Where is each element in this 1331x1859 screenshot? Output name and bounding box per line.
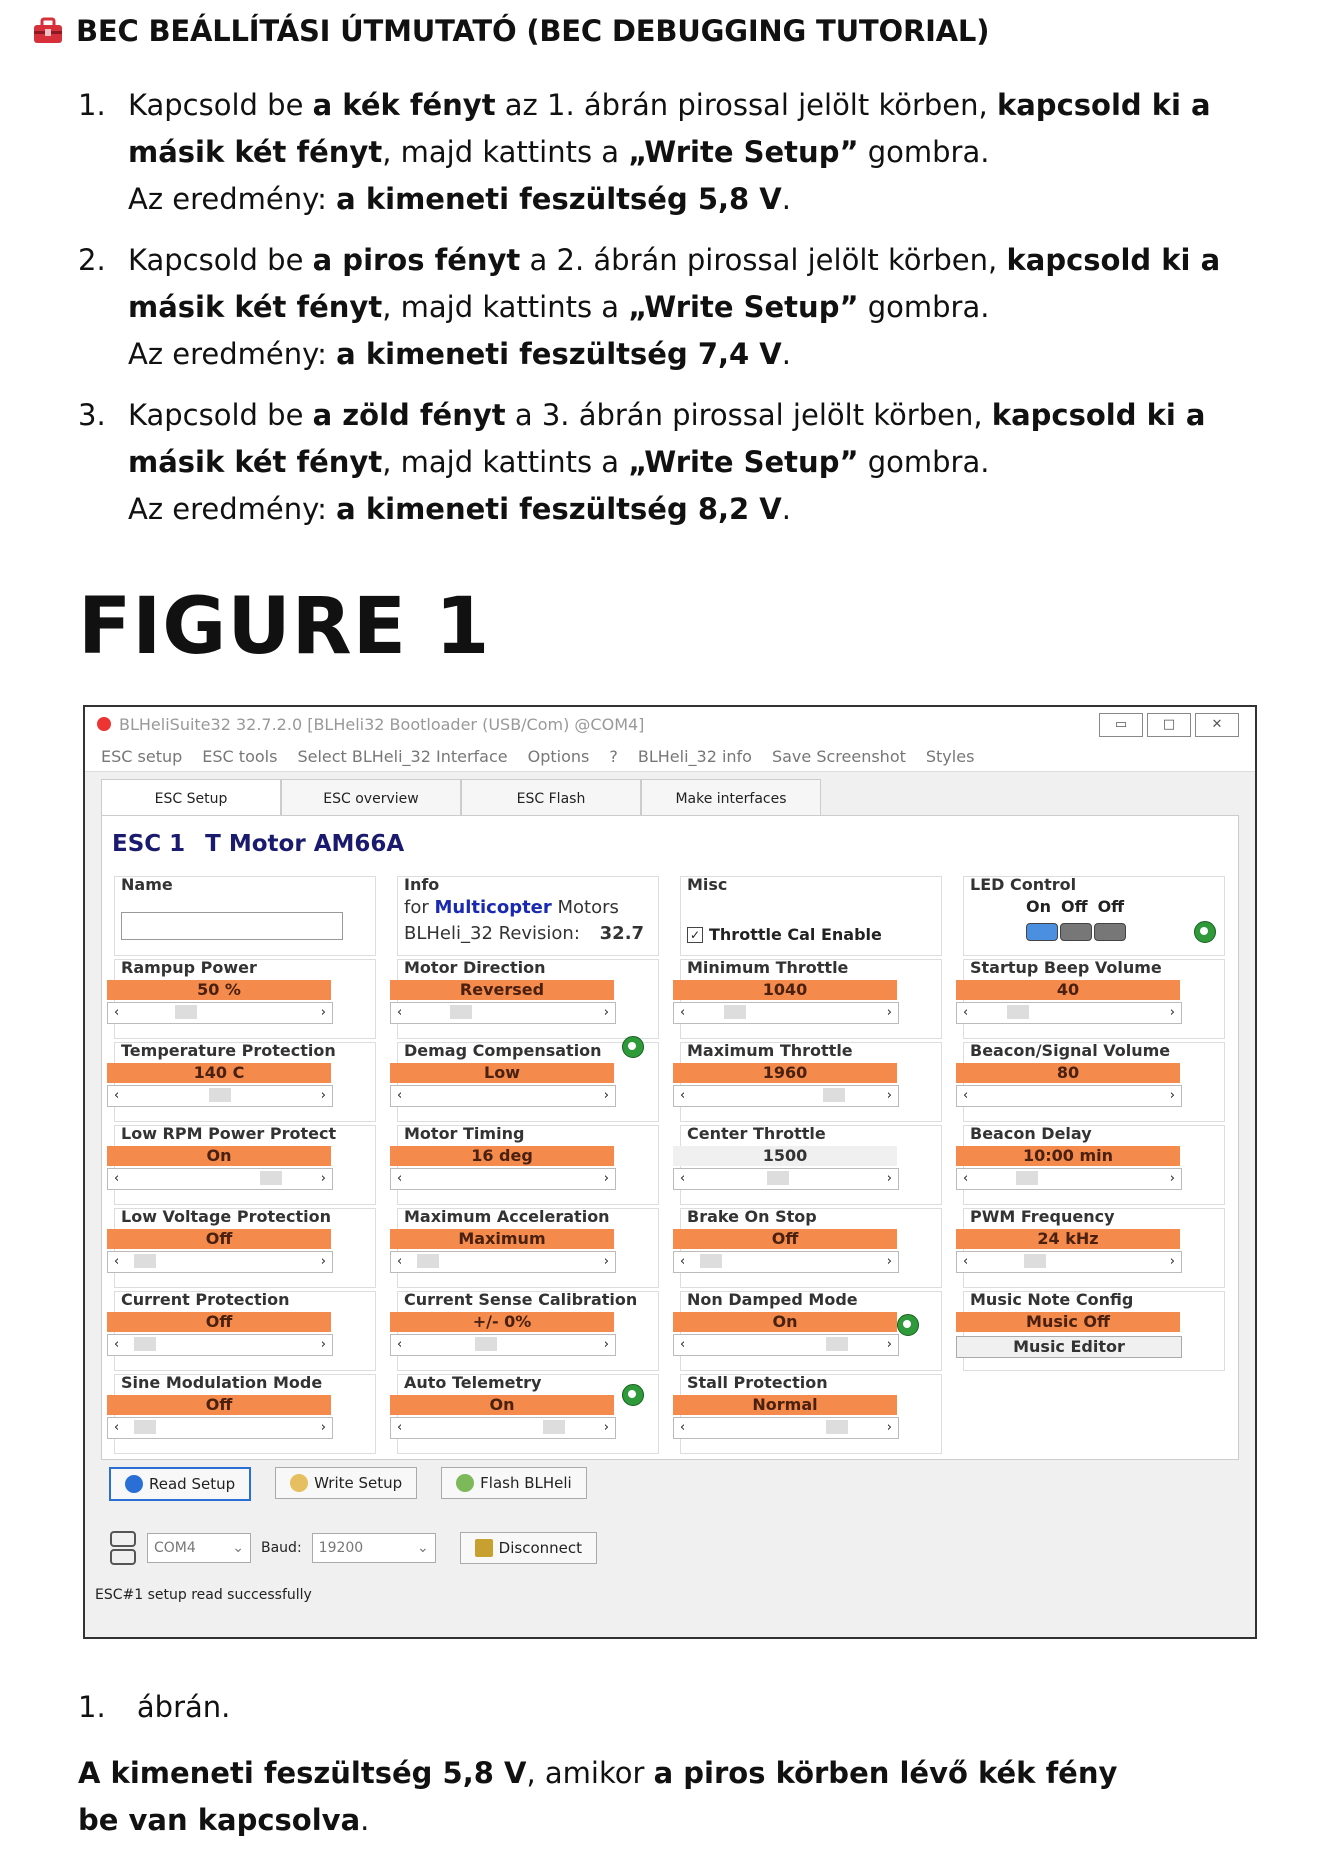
param-group <box>680 1374 942 1454</box>
param-slider[interactable] <box>107 1168 333 1190</box>
step-result-label: Az eredmény: <box>128 337 337 371</box>
esc-model: T Motor AM66A <box>205 831 405 857</box>
apply-icon[interactable] <box>1194 921 1216 943</box>
slider-thumb[interactable] <box>543 1420 565 1434</box>
step-text-bold: „Write Setup” <box>628 290 859 324</box>
step-text-bold: kapcsold ki a másik két fényt <box>128 398 1206 479</box>
param-slider[interactable] <box>673 1334 899 1356</box>
param-slider[interactable] <box>673 1168 899 1190</box>
chevron-right-icon[interactable]: › <box>320 1337 326 1352</box>
menu-save-screenshot[interactable]: Save Screenshot <box>771 746 906 766</box>
slider-thumb[interactable] <box>209 1088 231 1102</box>
conclusion-bold: A kimeneti feszültség 5,8 V <box>78 1756 527 1790</box>
music-editor-button[interactable]: Music Editor <box>956 1336 1182 1358</box>
chevron-down-icon: ⌄ <box>416 1540 429 1556</box>
param-group <box>114 1374 376 1454</box>
param-slider[interactable] <box>390 1168 616 1190</box>
param-value: 40 <box>956 980 1180 1000</box>
param-label: Brake On Stop <box>687 1207 817 1226</box>
chevron-left-icon[interactable]: ‹ <box>397 1337 403 1352</box>
param-group <box>963 1125 1225 1205</box>
param-slider[interactable] <box>956 1251 1182 1273</box>
step-text-bold: a zöld fényt <box>312 398 506 432</box>
apply-icon[interactable] <box>622 1384 644 1406</box>
param-group <box>680 1042 942 1122</box>
param-slider[interactable] <box>956 1168 1182 1190</box>
param-group <box>114 1125 376 1205</box>
document-title <box>32 14 989 48</box>
chevron-right-icon[interactable]: › <box>886 1171 892 1186</box>
revision-label: BLHeli_32 Revision: <box>404 923 580 944</box>
step-text: gombra. <box>858 290 990 324</box>
chevron-right-icon[interactable]: › <box>1169 1088 1175 1103</box>
param-label: Maximum Throttle <box>687 1041 853 1060</box>
step-number: 3. <box>78 398 106 432</box>
name-group <box>114 876 376 956</box>
step-item <box>78 392 1278 533</box>
chevron-right-icon[interactable]: › <box>1169 1171 1175 1186</box>
param-slider[interactable] <box>390 1417 616 1439</box>
param-group <box>114 959 376 1039</box>
param-value: 50 % <box>107 980 331 1000</box>
param-value: Music Off <box>956 1312 1180 1332</box>
caption-text: ábrán. <box>136 1690 231 1724</box>
param-group <box>397 1374 659 1454</box>
param-value: 16 deg <box>390 1146 614 1166</box>
param-label: Auto Telemetry <box>404 1373 542 1392</box>
misc-label: Misc <box>687 875 728 894</box>
param-label: Current Protection <box>121 1290 290 1309</box>
param-label: Beacon/Signal Volume <box>970 1041 1171 1060</box>
param-label: Demag Compensation <box>404 1041 602 1060</box>
menu-blheli-info[interactable]: BLHeli_32 info <box>637 746 752 766</box>
tab-bar <box>101 779 821 818</box>
param-slider[interactable] <box>673 1002 899 1024</box>
step-text: Kapcsold be <box>128 243 313 277</box>
param-slider[interactable] <box>956 1085 1182 1107</box>
chevron-left-icon[interactable]: ‹ <box>397 1420 403 1435</box>
param-value: 1040 <box>673 980 897 1000</box>
led-state-off: Off <box>1061 897 1088 916</box>
window-titlebar <box>85 707 1255 741</box>
param-label: Temperature Protection <box>121 1041 336 1060</box>
slider-thumb[interactable] <box>134 1420 156 1434</box>
param-slider[interactable] <box>673 1417 899 1439</box>
led-blue[interactable] <box>1026 923 1058 941</box>
baud-value: 19200 <box>318 1540 364 1556</box>
param-group <box>963 1042 1225 1122</box>
action-buttons <box>109 1467 587 1501</box>
throttle-cal-label: Throttle Cal Enable <box>709 925 882 944</box>
chevron-right-icon[interactable]: › <box>603 1337 609 1352</box>
slider-thumb[interactable] <box>134 1254 156 1268</box>
param-slider[interactable] <box>956 1002 1182 1024</box>
param-value: 1500 <box>673 1146 897 1166</box>
param-label: Beacon Delay <box>970 1124 1092 1143</box>
step-number: 1. <box>78 88 106 122</box>
led-control-label: LED Control <box>970 875 1077 894</box>
chevron-left-icon[interactable]: ‹ <box>680 1420 686 1435</box>
step-text: Kapcsold be <box>128 398 313 432</box>
param-slider[interactable] <box>107 1334 333 1356</box>
param-slider[interactable] <box>390 1002 616 1024</box>
param-group <box>397 1208 659 1288</box>
param-slider[interactable] <box>673 1251 899 1273</box>
param-label: Current Sense Calibration <box>404 1290 638 1309</box>
tab-make-interfaces[interactable]: Make interfaces <box>641 779 821 816</box>
chevron-left-icon[interactable]: ‹ <box>963 1254 969 1269</box>
tab-esc-setup[interactable]: ESC Setup <box>101 779 281 818</box>
step-item <box>78 237 1278 378</box>
disconnect-label: Disconnect <box>498 1539 582 1557</box>
param-slider[interactable] <box>107 1417 333 1439</box>
disconnect-button[interactable] <box>460 1532 597 1564</box>
param-value: Low <box>390 1063 614 1083</box>
minimize-button[interactable]: ▭ <box>1099 713 1143 737</box>
chevron-right-icon[interactable]: › <box>603 1254 609 1269</box>
chevron-right-icon[interactable]: › <box>320 1420 326 1435</box>
param-value: On <box>107 1146 331 1166</box>
chevron-right-icon[interactable]: › <box>320 1254 326 1269</box>
disconnect-icon <box>475 1539 493 1557</box>
param-value: 140 C <box>107 1063 331 1083</box>
slider-thumb[interactable] <box>700 1254 722 1268</box>
chevron-left-icon[interactable]: ‹ <box>680 1171 686 1186</box>
step-result-value: a kimeneti feszültség 8,2 V <box>336 492 782 526</box>
chevron-right-icon[interactable]: › <box>886 1005 892 1020</box>
slider-thumb[interactable] <box>826 1420 848 1434</box>
read-icon <box>125 1475 143 1493</box>
chevron-right-icon[interactable]: › <box>886 1337 892 1352</box>
param-slider[interactable] <box>107 1085 333 1107</box>
chevron-right-icon[interactable]: › <box>1169 1005 1175 1020</box>
info-multicopter: Multicopter <box>434 897 552 918</box>
chevron-left-icon[interactable]: ‹ <box>963 1088 969 1103</box>
param-group <box>963 959 1225 1039</box>
port-select[interactable] <box>147 1533 251 1563</box>
chevron-left-icon[interactable]: ‹ <box>114 1088 120 1103</box>
param-value: 10:00 min <box>956 1146 1180 1166</box>
chevron-left-icon[interactable]: ‹ <box>963 1005 969 1020</box>
chevron-right-icon[interactable]: › <box>320 1171 326 1186</box>
flash-blheli-label: Flash BLHeli <box>480 1474 572 1492</box>
slider-thumb[interactable] <box>724 1005 746 1019</box>
maximize-button[interactable]: □ <box>1147 713 1191 737</box>
port-icon <box>109 1530 137 1566</box>
step-text: . <box>781 182 791 216</box>
info-label: Info <box>404 875 440 894</box>
led-second[interactable] <box>1060 923 1092 941</box>
esc-number: ESC 1 <box>112 831 186 857</box>
menu-bar <box>85 741 1255 772</box>
param-value: +/- 0% <box>390 1312 614 1332</box>
param-label: Low RPM Power Protect <box>121 1124 337 1143</box>
step-text: az 1. ábrán pirossal jelölt körben, <box>495 88 997 122</box>
param-label: PWM Frequency <box>970 1207 1115 1226</box>
slider-thumb[interactable] <box>767 1171 789 1185</box>
app-icon <box>97 717 111 731</box>
param-group <box>680 959 942 1039</box>
slider-thumb[interactable] <box>1024 1254 1046 1268</box>
window-controls <box>1099 713 1239 737</box>
param-value: 80 <box>956 1063 1180 1083</box>
tab-esc-flash[interactable]: ESC Flash <box>461 779 641 816</box>
step-text: , majd kattints a <box>382 445 629 479</box>
param-group <box>680 1125 942 1205</box>
status-bar: ESC#1 setup read successfully <box>95 1587 312 1603</box>
step-text-bold: kapcsold ki a másik két fényt <box>128 88 1211 169</box>
throttle-cal-row <box>687 925 882 944</box>
chevron-left-icon[interactable]: ‹ <box>680 1254 686 1269</box>
instruction-steps <box>78 82 1278 547</box>
write-setup-label: Write Setup <box>314 1474 403 1492</box>
revision-line <box>404 923 644 944</box>
step-text-bold: kapcsold ki a másik két fényt <box>128 243 1221 324</box>
param-value: Off <box>107 1229 331 1249</box>
chevron-left-icon[interactable]: ‹ <box>114 1171 120 1186</box>
param-label: Center Throttle <box>687 1124 826 1143</box>
slider-thumb[interactable] <box>417 1254 439 1268</box>
conclusion-bold: a piros körben lévő kék fény be van kapcsolva <box>78 1756 1118 1837</box>
param-slider[interactable] <box>673 1085 899 1107</box>
param-group <box>397 959 659 1039</box>
param-value: Reversed <box>390 980 614 1000</box>
name-label: Name <box>121 875 173 894</box>
param-value: Normal <box>673 1395 897 1415</box>
slider-thumb[interactable] <box>175 1005 197 1019</box>
chevron-left-icon[interactable]: ‹ <box>680 1088 686 1103</box>
param-group <box>963 1208 1225 1288</box>
param-group <box>680 1208 942 1288</box>
step-item <box>78 82 1278 223</box>
param-slider[interactable] <box>390 1085 616 1107</box>
esc-header <box>112 831 404 857</box>
step-number: 2. <box>78 243 106 277</box>
chevron-left-icon[interactable]: ‹ <box>963 1171 969 1186</box>
esc-setup-panel <box>101 815 1239 1460</box>
param-label: Low Voltage Protection <box>121 1207 331 1226</box>
param-value: 1960 <box>673 1063 897 1083</box>
slider-thumb[interactable] <box>475 1337 497 1351</box>
chevron-down-icon: ⌄ <box>232 1540 244 1556</box>
param-value: 24 kHz <box>956 1229 1180 1249</box>
baud-label: Baud: <box>261 1540 302 1556</box>
step-text: gombra. <box>858 445 990 479</box>
tab-esc-overview[interactable]: ESC overview <box>281 779 461 816</box>
param-label: Startup Beep Volume <box>970 958 1162 977</box>
chevron-left-icon[interactable]: ‹ <box>680 1337 686 1352</box>
slider-thumb[interactable] <box>450 1005 472 1019</box>
chevron-right-icon[interactable]: › <box>320 1005 326 1020</box>
chevron-right-icon[interactable]: › <box>886 1420 892 1435</box>
step-text: , majd kattints a <box>382 135 629 169</box>
step-result-value: a kimeneti feszültség 7,4 V <box>336 337 782 371</box>
info-group <box>397 876 659 956</box>
revision-value: 32.7 <box>599 923 645 944</box>
chevron-right-icon[interactable]: › <box>603 1420 609 1435</box>
port-row <box>109 1530 597 1566</box>
step-text: . <box>781 337 791 371</box>
apply-icon[interactable] <box>897 1314 919 1336</box>
chevron-left-icon[interactable]: ‹ <box>397 1005 403 1020</box>
param-label: Minimum Throttle <box>687 958 849 977</box>
port-value: COM4 <box>154 1540 196 1556</box>
close-button[interactable]: ✕ <box>1195 713 1239 737</box>
write-icon <box>290 1474 308 1492</box>
led-third[interactable] <box>1094 923 1126 941</box>
chevron-left-icon[interactable]: ‹ <box>114 1420 120 1435</box>
param-label: Rampup Power <box>121 958 257 977</box>
document-title-text: BEC BEÁLLÍTÁSI ÚTMUTATÓ (BEC DEBUGGING TUTORIAL) <box>76 14 990 48</box>
chevron-right-icon[interactable]: › <box>603 1005 609 1020</box>
menu-styles[interactable]: Styles <box>925 746 975 766</box>
param-slider[interactable] <box>390 1334 616 1356</box>
param-group <box>114 1042 376 1122</box>
caption-number: 1. <box>78 1690 106 1724</box>
info-for: for <box>404 897 429 918</box>
led-state-off: Off <box>1097 897 1125 916</box>
chevron-left-icon[interactable]: ‹ <box>397 1171 403 1186</box>
chevron-right-icon[interactable]: › <box>886 1254 892 1269</box>
param-group <box>114 1291 376 1371</box>
chevron-left-icon[interactable]: ‹ <box>680 1005 686 1020</box>
chevron-left-icon[interactable]: ‹ <box>397 1088 403 1103</box>
param-group <box>397 1125 659 1205</box>
chevron-left-icon[interactable]: ‹ <box>114 1337 120 1352</box>
param-value: Off <box>107 1312 331 1332</box>
param-label: Maximum Acceleration <box>404 1207 610 1226</box>
throttle-cal-checkbox[interactable]: ✓ <box>687 927 703 943</box>
param-label: Non Damped Mode <box>687 1290 858 1309</box>
slider-thumb[interactable] <box>1016 1171 1038 1185</box>
misc-group <box>680 876 942 956</box>
window-title: BLHeliSuite32 32.7.2.0 [BLHeli32 Bootloader (USB/Com) @COM4] <box>119 714 645 734</box>
name-input[interactable] <box>121 912 343 940</box>
apply-icon[interactable] <box>622 1036 644 1058</box>
slider-thumb[interactable] <box>134 1337 156 1351</box>
param-label: Sine Modulation Mode <box>121 1373 323 1392</box>
step-text: a 2. ábrán pirossal jelölt körben, <box>520 243 1007 277</box>
step-text: a 3. ábrán pirossal jelölt körben, <box>505 398 992 432</box>
chevron-right-icon[interactable]: › <box>603 1171 609 1186</box>
conclusion-text: , amikor <box>526 1756 654 1790</box>
slider-thumb[interactable] <box>260 1171 282 1185</box>
param-value: On <box>673 1312 897 1332</box>
step-text-bold: „Write Setup” <box>628 445 859 479</box>
menu-esc-tools[interactable]: ESC tools <box>202 746 278 766</box>
chevron-left-icon[interactable]: ‹ <box>114 1005 120 1020</box>
info-line <box>404 897 619 918</box>
menu-esc-setup[interactable]: ESC setup <box>101 746 183 766</box>
step-text: . <box>781 492 791 526</box>
param-slider[interactable] <box>107 1251 333 1273</box>
param-value: Off <box>107 1395 331 1415</box>
chevron-left-icon[interactable]: ‹ <box>114 1254 120 1269</box>
toolbox-icon <box>32 17 64 45</box>
step-text-bold: a kék fényt <box>312 88 496 122</box>
info-motors: Motors <box>557 897 619 918</box>
write-setup-button[interactable] <box>275 1467 417 1499</box>
param-value: On <box>390 1395 614 1415</box>
step-text: , majd kattints a <box>382 290 629 324</box>
slider-thumb[interactable] <box>826 1337 848 1351</box>
menu-help[interactable]: ? <box>609 746 618 766</box>
param-label: Music Note Config <box>970 1290 1134 1309</box>
param-label: Motor Timing <box>404 1124 525 1143</box>
conclusion-text: . <box>360 1803 370 1837</box>
slider-thumb[interactable] <box>823 1088 845 1102</box>
param-label: Motor Direction <box>404 958 546 977</box>
chevron-left-icon[interactable]: ‹ <box>397 1254 403 1269</box>
chevron-right-icon[interactable]: › <box>603 1088 609 1103</box>
param-label: Stall Protection <box>687 1373 828 1392</box>
menu-select-interface[interactable]: Select BLHeli_32 Interface <box>297 746 508 766</box>
param-value: Off <box>673 1229 897 1249</box>
read-setup-label: Read Setup <box>149 1475 236 1493</box>
step-result-value: a kimeneti feszültség 5,8 V <box>336 182 782 216</box>
led-state-on: On <box>1026 897 1051 916</box>
param-slider[interactable] <box>390 1251 616 1273</box>
slider-thumb[interactable] <box>1007 1005 1029 1019</box>
flash-icon <box>456 1474 474 1492</box>
led-state-labels <box>1026 897 1124 916</box>
conclusion <box>78 1750 1138 1844</box>
step-text: gombra. <box>858 135 990 169</box>
param-group <box>963 1291 1225 1371</box>
menu-options[interactable]: Options <box>527 746 590 766</box>
step-result-label: Az eredmény: <box>128 492 337 526</box>
baud-select[interactable] <box>312 1533 436 1563</box>
chevron-right-icon[interactable]: › <box>320 1088 326 1103</box>
param-group <box>114 1208 376 1288</box>
figure-caption <box>78 1690 230 1724</box>
chevron-right-icon[interactable]: › <box>1169 1254 1175 1269</box>
step-text-bold: a piros fényt <box>312 243 521 277</box>
param-group <box>397 1291 659 1371</box>
param-group <box>397 1042 659 1122</box>
figure-title: FIGURE 1 <box>78 582 491 672</box>
param-slider[interactable] <box>107 1002 333 1024</box>
flash-blheli-button[interactable] <box>441 1467 587 1499</box>
step-result-label: Az eredmény: <box>128 182 337 216</box>
param-value: Maximum <box>390 1229 614 1249</box>
blhelisuite-window <box>83 705 1257 1639</box>
led-control-group <box>963 876 1225 956</box>
chevron-right-icon[interactable]: › <box>886 1088 892 1103</box>
step-text: Kapcsold be <box>128 88 313 122</box>
read-setup-button[interactable] <box>109 1467 251 1501</box>
step-text-bold: „Write Setup” <box>628 135 859 169</box>
